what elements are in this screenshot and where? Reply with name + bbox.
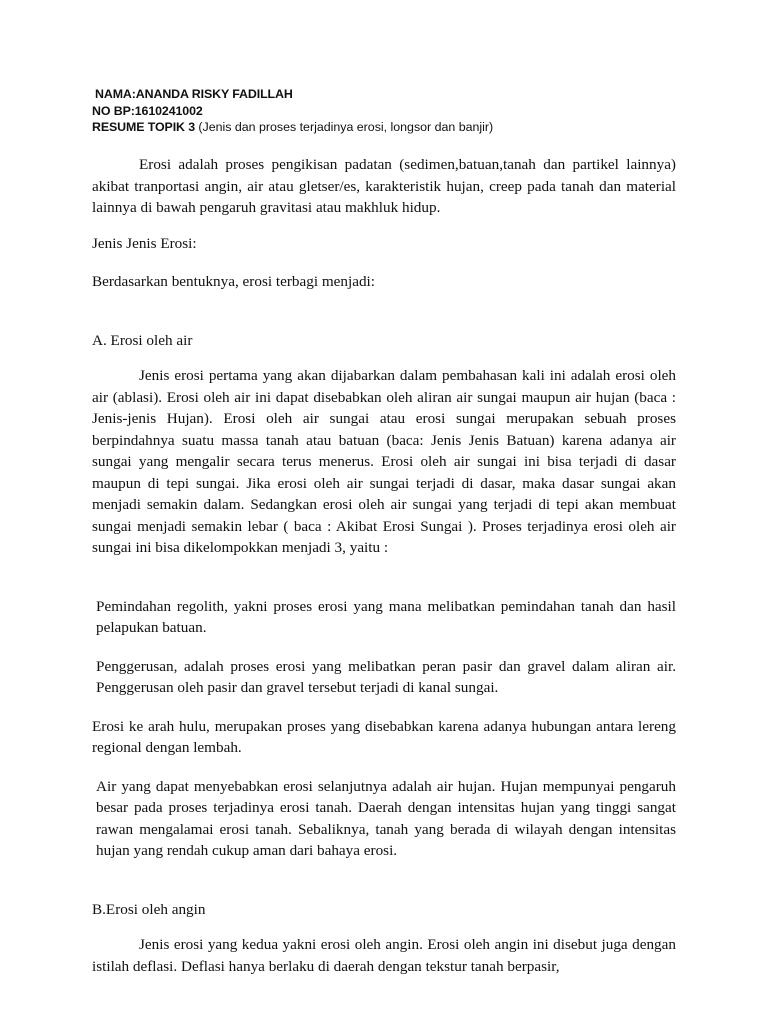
process-item-hulu: Erosi ke arah hulu, merupakan proses yang disebabkan karena adanya hubungan antara lereng regional dengan lembah. xyxy=(92,717,676,756)
types-lead: Berdasarkan bentuknya, erosi terbagi menjadi: xyxy=(92,273,375,290)
process-item-regolith: Pemindahan regolith, yakni proses erosi yang mana melibatkan pemindahan tanah dan hasil pelapukan batuan. xyxy=(96,597,676,636)
student-name: NAMA:ANANDA RISKY FADILLAH xyxy=(95,87,293,101)
section-b-paragraph: Jenis erosi yang kedua yakni erosi oleh angin. Erosi oleh angin ini disebut juga dengan istilah deflasi. Deflasi hanya berlaku di daerah dengan tekstur tanah berpasir, xyxy=(92,936,676,975)
intro-paragraph: Erosi adalah proses pengikisan padatan (sedimen,batuan,tanah dan partikel lainnya) akibat tranportasi angin, air atau gletser/es, karakteristik hujan, creep pada tanah dan material lainnya di bawah pengaruh gravitasi atau makhluk hidup. xyxy=(92,156,676,216)
topic-line xyxy=(92,119,692,136)
process-item-penggerusan: Penggerusan, adalah proses erosi yang melibatkan peran pasir dan gravel dalam aliran air. Penggerusan oleh pasir dan gravel tersebut terjadi di kanal sungai. xyxy=(96,657,676,696)
types-heading: Jenis Jenis Erosi: xyxy=(92,234,197,252)
document-header xyxy=(92,86,692,136)
section-a-paragraph: Jenis erosi pertama yang akan dijabarkan dalam pembahasan kali ini adalah erosi oleh air (ablasi). Erosi oleh air ini dapat disebabkan oleh aliran air sungai maupun air hujan (baca : Jenis-jenis Hujan). Erosi oleh air sungai atau erosi sungai merupakan sebuah proses berpindahnya suatu massa tanah atau batuan (baca: Jenis Jenis Batuan) karena adanya air sungai yang mengalir secara terus menerus. Erosi oleh air sungai ini bisa terjadi di dasar maupun di tepi sungai. Jika erosi oleh air sungai terjadi di dasar, maka dasar sungai akan menjadi semakin dalam. Sedangkan erosi oleh air sungai yang terjadi di tepi akan membuat sungai menjadi semakin lebar ( baca : Akibat Erosi Sungai ). Proses terjadinya erosi oleh air sungai ini bisa dikelompokkan menjadi 3, yaitu : xyxy=(92,367,676,556)
section-b-title: B.Erosi oleh angin xyxy=(92,900,206,918)
document-body xyxy=(92,154,676,977)
rain-paragraph: Air yang dapat menyebabkan erosi selanjutnya adalah air hujan. Hujan mempunyai pengaruh besar pada proses terjadinya erosi tanah. Daerah dengan intensitas hujan yang tinggi sangat rawan mengalamai erosi tanah. Sebaliknya, tanah yang berada di wilayah dengan intensitas hujan yang rendah cukup aman dari bahaya erosi. xyxy=(96,777,676,859)
student-id: NO BP:1610241002 xyxy=(92,103,203,118)
section-a-title: A. Erosi oleh air xyxy=(92,331,193,349)
topic-prefix: RESUME TOPIK 3 xyxy=(92,120,196,134)
topic-detail: (Jenis dan proses terjadinya erosi, longsor dan banjir) xyxy=(198,120,494,134)
